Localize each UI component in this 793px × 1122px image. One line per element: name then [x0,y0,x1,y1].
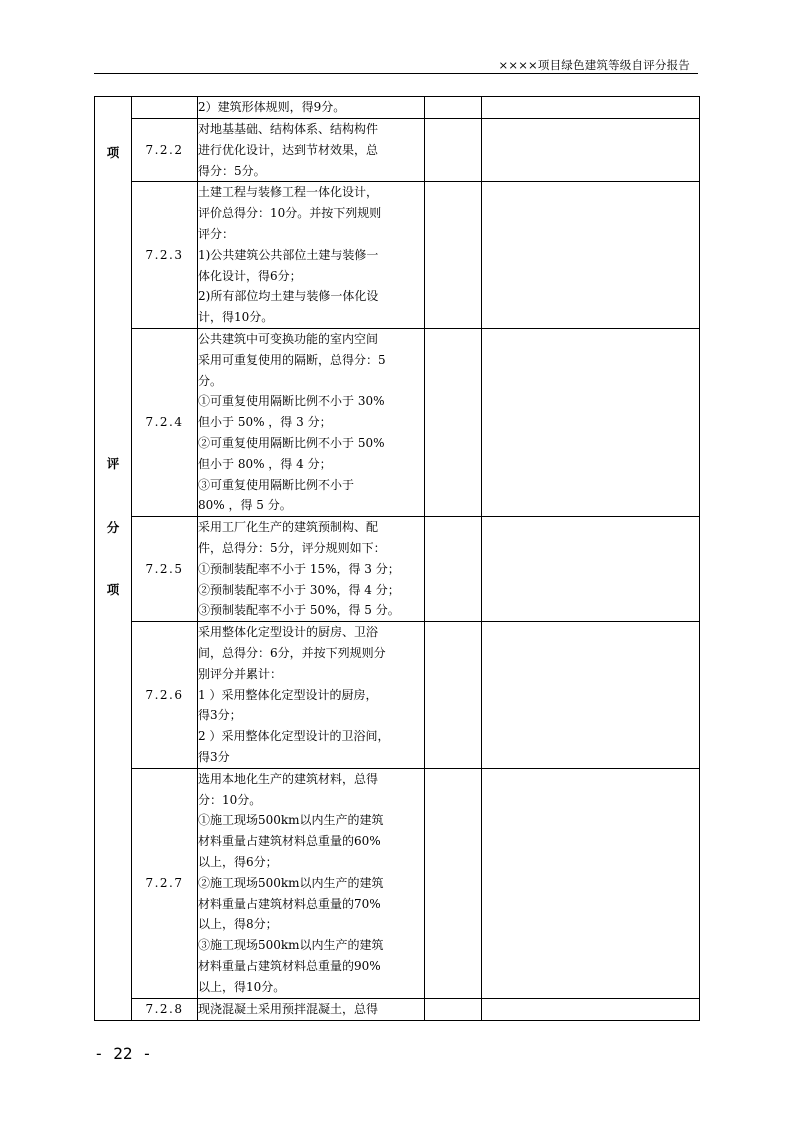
description-line: 以上，得6分； [198,855,278,869]
category-char: 项 [106,582,120,598]
description-line: 评分： [198,226,235,241]
category-cell [95,97,132,1021]
self-score-cell [425,119,482,182]
self-score-cell [425,768,482,998]
category-char: 分 [106,520,120,536]
remarks-cell [482,119,700,182]
description-line: ①可重复使用隔断比例不小于 30% [198,394,385,409]
self-score-cell [425,182,482,329]
description-line: ③可重复使用隔断比例不小于 [198,477,355,492]
table-row [95,119,700,182]
page-number: - 22 - [94,1044,152,1063]
description-line: ①预制装配率不小于 15%，得 3 分； [198,561,400,576]
description-line: ②预制装配率不小于 30%，得 4 分； [198,582,400,597]
description-line: 进行优化设计，达到节材效果，总 [198,142,379,157]
self-score-cell [425,517,482,622]
clause-description [198,998,425,1020]
description-line: 选用本地化生产的建筑材料，总得 [198,771,379,786]
description-line: ②施工现场500km以内生产的建筑 [198,875,384,890]
clause-number: 7.2.8 [132,998,198,1020]
clause-description [198,119,425,182]
self-score-cell [425,998,482,1020]
table-row [95,998,700,1020]
description-line: 采用工厂化生产的建筑预制构、配 [198,520,379,535]
table-row [95,182,700,329]
remarks-cell [482,182,700,329]
description-line: ①施工现场500km以内生产的建筑 [198,813,384,828]
table-row [95,517,700,622]
description-line: 以上，得10分。 [198,979,286,994]
description-line: 以上，得8分； [198,917,278,932]
clause-number: 7.2.7 [132,768,198,998]
clause-number: 7.2.5 [132,517,198,622]
remarks-cell [482,622,700,769]
description-line: 采用整体化定型设计的厨房、卫浴 [198,625,379,640]
description-line: 对地基基础、结构体系、结构构件 [198,122,379,136]
description-line: 2 ）采用整体化定型设计的卫浴间， [198,729,390,744]
description-line: 材料重量占建筑材料总重量的70% [198,896,381,911]
description-line: 分。 [198,373,223,388]
clause-number [132,97,198,119]
description-line: 体化设计，得6分； [198,268,302,283]
description-line: 间，总得分：6分，并按下列规则分 [198,645,386,660]
description-line: 1 ）采用整体化定型设计的厨房， [198,687,378,702]
description-line: 2)所有部位均土建与装修一体化设 [198,289,379,304]
description-line: 1)公共建筑公共部位土建与装修一 [198,247,379,262]
clause-number: 7.2.3 [132,182,198,329]
table-row [95,328,700,516]
description-line: 材料重量占建筑材料总重量的60% [198,834,381,849]
category-char: 评 [106,456,120,472]
clause-number: 7.2.2 [132,119,198,182]
remarks-cell [482,97,700,119]
report-header-title: ××××项目绿色建筑等级自评分报告 [498,58,690,72]
description-line: 80% ，得 5 分。 [198,498,292,513]
description-line: 件，总得分：5分，评分规则如下： [198,540,386,555]
clause-description [198,517,425,622]
remarks-cell [482,517,700,622]
description-line: ③施工现场500km以内生产的建筑 [198,938,384,953]
description-line: 采用可重复使用的隔断，总得分：5 [198,352,386,367]
table-row [95,768,700,998]
description-line: 材料重量占建筑材料总重量的90% [198,958,381,973]
description-line: 分：10分。 [198,792,262,807]
self-score-cell [425,622,482,769]
description-line: 土建工程与装修工程一体化设计， [198,185,379,200]
clause-number: 7.2.4 [132,328,198,516]
self-score-cell [425,97,482,119]
description-line: 得3分； [198,708,242,723]
description-line: 得3分 [198,749,230,764]
description-line: 但小于 80% ，得 4 分； [198,456,332,471]
clause-description [198,768,425,998]
scoring-table [94,96,700,1021]
description-line: 别评分并累计： [198,666,283,681]
remarks-cell [482,768,700,998]
clause-description [198,97,425,119]
remarks-cell [482,998,700,1020]
table-row [95,97,700,119]
description-line: 得分：5分。 [198,163,266,178]
description-line: 现浇混凝土采用预拌混凝土，总得 [198,1001,379,1016]
table-row [95,622,700,769]
description-line: 但小于 50% ，得 3 分； [198,415,332,430]
description-line: ②可重复使用隔断比例不小于 50% [198,435,385,450]
self-score-cell [425,328,482,516]
clause-description [198,328,425,516]
description-line: 评价总得分：10分。并按下列规则 [198,206,382,221]
description-line: 2）建筑形体规则，得9分。 [198,100,346,115]
description-line: 计，得10分。 [198,310,274,325]
header-divider [94,73,698,74]
category-char-top: 项 [106,145,120,161]
clause-number: 7.2.6 [132,622,198,769]
remarks-cell [482,328,700,516]
description-line: 公共建筑中可变换功能的室内空间 [198,331,379,346]
clause-description [198,622,425,769]
description-line: ③预制装配率不小于 50%，得 5 分。 [198,603,400,618]
clause-description [198,182,425,329]
